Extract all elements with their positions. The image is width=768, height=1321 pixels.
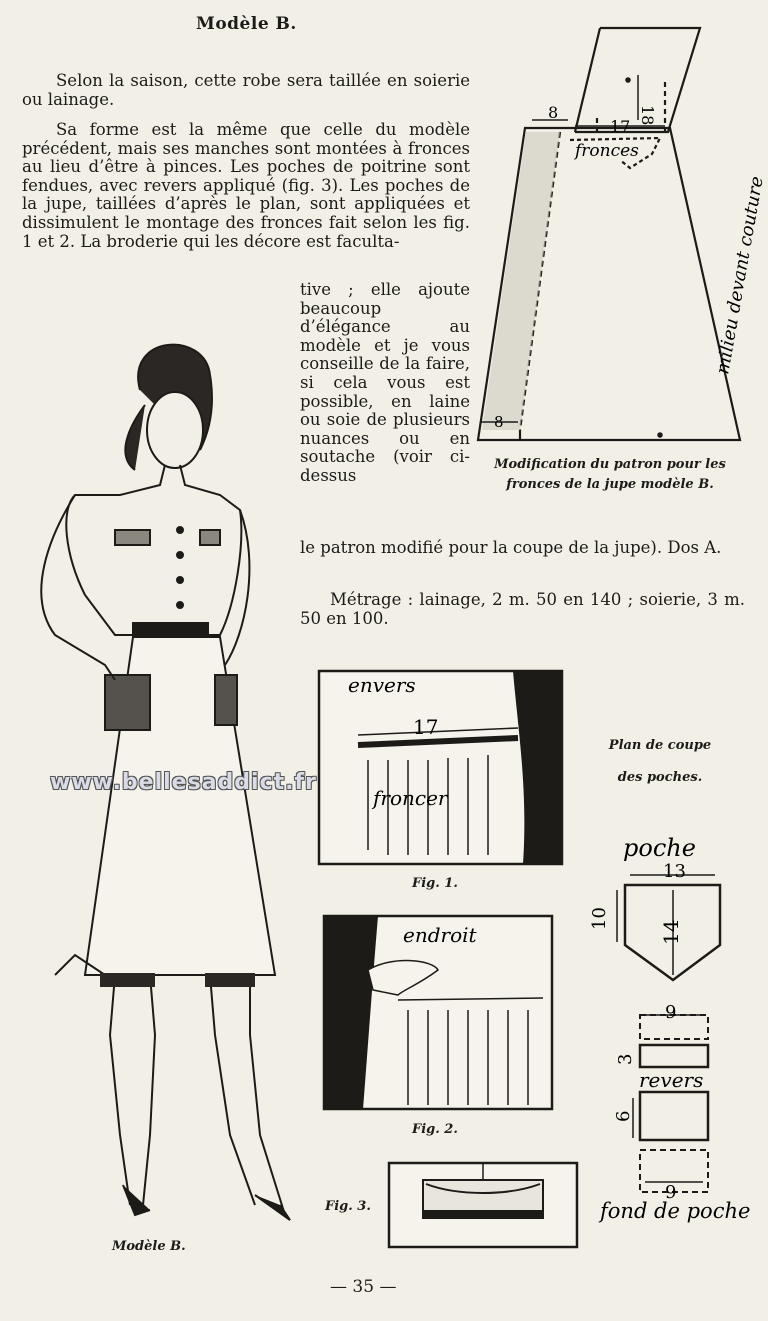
label-revers: revers bbox=[639, 1068, 704, 1092]
paragraph-yardage: Métrage : lainage, 2 m. 50 en 140 ; soierie, 3 m. 50 en 100. bbox=[300, 590, 745, 628]
dim-8-top: 8 bbox=[548, 103, 559, 122]
shaded-strip bbox=[482, 132, 560, 430]
paragraph-4: le patron modifié pour la coupe de la jupe). Dos A. bbox=[300, 538, 722, 557]
fig2-diagram bbox=[323, 915, 553, 1110]
dim-9-top: 9 bbox=[665, 1002, 677, 1023]
dim-18: 18 bbox=[638, 105, 657, 126]
dim-14: 14 bbox=[659, 919, 683, 945]
fig1-caption: Fig. 1. bbox=[412, 876, 458, 891]
dim-17: 17 bbox=[610, 117, 631, 136]
page-number: — 35 — bbox=[330, 1277, 397, 1297]
pocket-plan-diagram bbox=[589, 820, 751, 1250]
fig3-caption: Fig. 3. bbox=[325, 1199, 371, 1214]
fig3-diagram bbox=[388, 1162, 578, 1248]
dim-8-bottom: 8 bbox=[494, 413, 504, 431]
label-milieu-devant: milieu devant couture bbox=[712, 174, 768, 376]
label-envers: envers bbox=[348, 673, 416, 697]
paragraph-1: Selon la saison, cette robe sera taillée en soierie ou lainage. bbox=[22, 71, 470, 109]
paragraph-2: Sa forme est la même que celle du modèle précédent, mais ses manches sont montées à fronces au lieu d’être à pinces. Les poches de poitrine sont fendues, avec revers appliqué (fig. 3). Les poches de la jupe, taillées d’après le plan, sont appliquées et dissimulent le montage des fronces fait selon les fig. 1 et 2. La broderie qui les décore est faculta- bbox=[22, 120, 470, 251]
watermark: www.bellesaddict.fr bbox=[50, 770, 317, 795]
fig2-caption: Fig. 2. bbox=[412, 1122, 458, 1137]
paragraph-3: tive ; elle ajoute beaucoup d’élégance au modèle et je vous conseille de la faire, si cela vous est possible, en laine ou soie de plusieurs nuances ou en soutache (voir ci-dessus bbox=[300, 280, 470, 485]
dim-6: 6 bbox=[613, 1110, 634, 1122]
figure-caption: Modèle B. bbox=[112, 1239, 186, 1254]
dim-10: 10 bbox=[589, 907, 610, 930]
fig1-diagram bbox=[318, 670, 563, 865]
dim-13: 13 bbox=[663, 861, 686, 882]
pocket-plan-caption: Plan de coupe des poches. bbox=[608, 738, 712, 785]
dim-3: 3 bbox=[615, 1053, 636, 1065]
label-fronces: fronces bbox=[575, 141, 639, 161]
label-fond-de-poche: fond de poche bbox=[600, 1199, 751, 1223]
page-title: Modèle B. bbox=[196, 14, 297, 34]
dim-9-bottom: 9 bbox=[665, 1182, 677, 1203]
label-froncer: froncer bbox=[373, 786, 448, 810]
pattern-caption: Modification du patron pour les fronces de la jupe modèle B. bbox=[494, 457, 726, 492]
skirt-pattern-diagram bbox=[470, 20, 768, 450]
fig1-dim-17: 17 bbox=[413, 715, 439, 739]
label-poche: poche bbox=[623, 834, 696, 862]
label-endroit: endroit bbox=[403, 923, 477, 947]
